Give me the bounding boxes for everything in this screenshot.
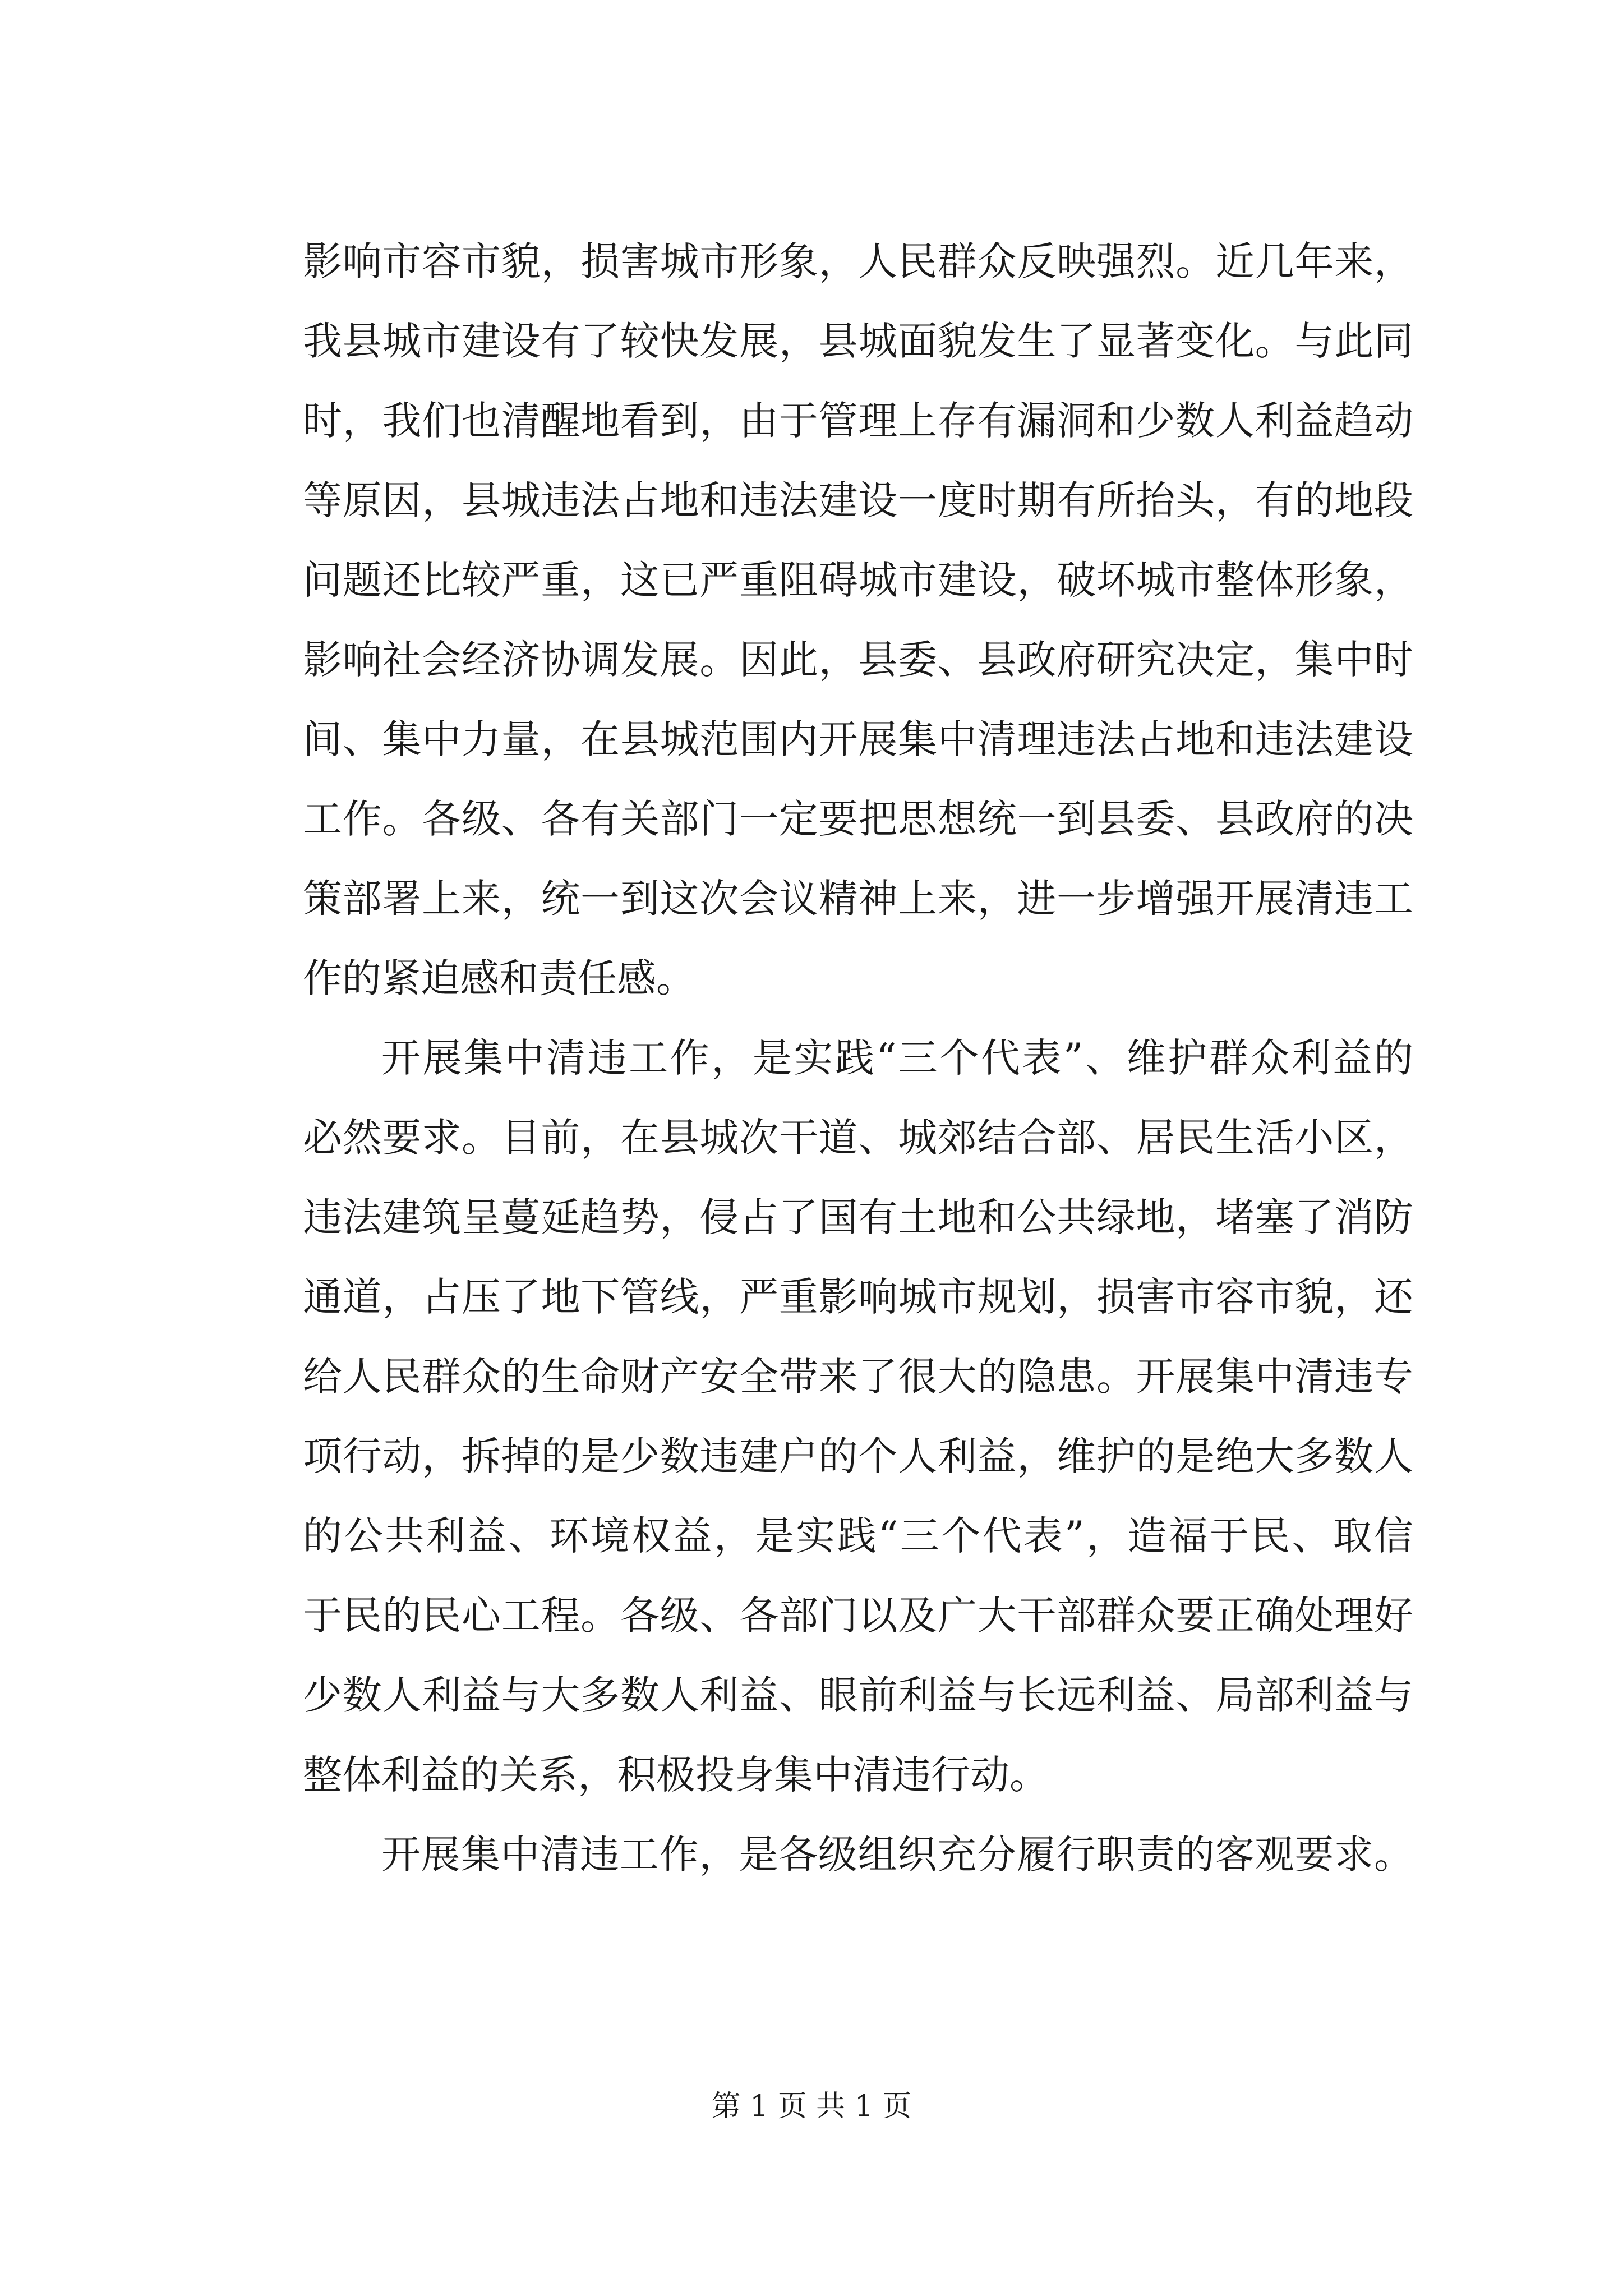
paragraph-first-line: 开展集中清违工作，是各级组织充分履行职责的客观要求。 (381, 1832, 1413, 1878)
text-line: 给人民群众的生命财产安全带来了很大的隐患。开展集中清违专 (303, 1354, 1413, 1400)
text-line: 影响市容市貌，损害城市形象，人民群众反映强烈。近几年来， (303, 238, 1413, 284)
text-line: 整体利益的关系，积极投身集中清违行动。 (303, 1752, 1049, 1798)
text-line: 的公共利益、环境权益，是实践“三个代表”，造福于民、取信 (303, 1513, 1413, 1559)
page-number-footer: 第 1 页 共 1 页 (711, 2090, 912, 2123)
text-line: 少数人利益与大多数人利益、眼前利益与长远利益、局部利益与 (303, 1672, 1413, 1718)
text-line: 工作。各级、各有关部门一定要把思想统一到县委、县政府的决 (303, 796, 1413, 842)
document-body (303, 222, 1413, 1894)
text-line: 策部署上来，统一到这次会议精神上来，进一步增强开展清违工 (303, 876, 1413, 922)
text-line: 影响社会经济协调发展。因此，县委、县政府研究决定，集中时 (303, 637, 1413, 683)
text-line: 时，我们也清醒地看到，由于管理上存有漏洞和少数人利益趋动 (303, 398, 1413, 444)
text-line: 间、集中力量，在县城范围内开展集中清理违法占地和违法建设 (303, 716, 1413, 762)
text-line: 通道，占压了地下管线，严重影响城市规划，损害市容市貌，还 (303, 1274, 1413, 1320)
text-line: 我县城市建设有了较快发展，县城面貌发生了显著变化。与此同 (303, 318, 1413, 364)
text-line: 于民的民心工程。各级、各部门以及广大干部群众要正确处理好 (303, 1593, 1413, 1639)
paragraph-first-line: 开展集中清违工作，是实践“三个代表”、维护群众利益的 (381, 1035, 1413, 1081)
text-line: 问题还比较严重，这已严重阻碍城市建设，破坏城市整体形象， (303, 557, 1413, 603)
text-line: 项行动，拆掉的是少数违建户的个人利益，维护的是绝大多数人 (303, 1433, 1413, 1479)
text-line: 作的紧迫感和责任感。 (303, 955, 695, 1001)
text-line: 等原因，县城违法占地和违法建设一度时期有所抬头，有的地段 (303, 477, 1413, 523)
text-line: 违法建筑呈蔓延趋势，侵占了国有土地和公共绿地，堵塞了消防 (303, 1194, 1413, 1240)
text-line: 必然要求。目前，在县城次干道、城郊结合部、居民生活小区， (303, 1115, 1413, 1161)
